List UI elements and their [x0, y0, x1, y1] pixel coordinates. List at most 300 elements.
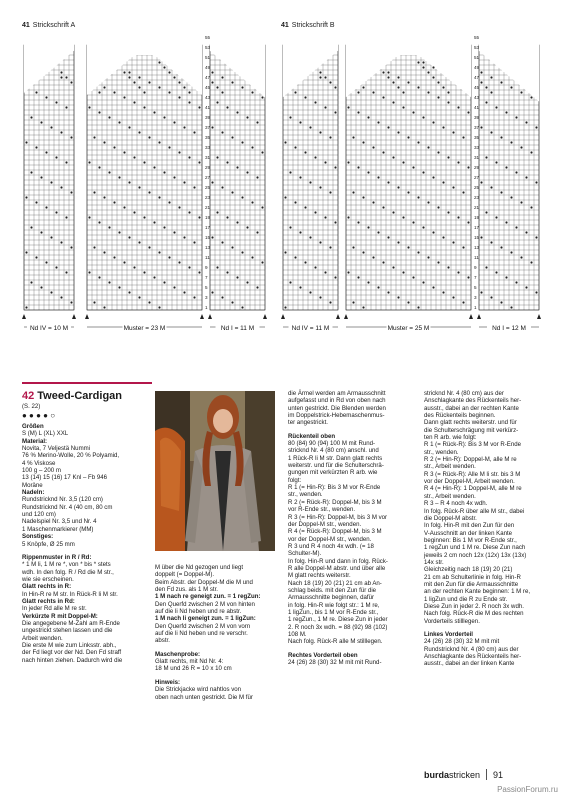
text-line: vor R-Ende str., wenden.: [288, 506, 356, 514]
text-line: stricknd Nr. 4 (80 cm) aus der: [424, 390, 504, 397]
text-line: In jeder Rd alle M re str.: [22, 605, 87, 613]
stitch-dot: [505, 276, 507, 278]
stitch-dot: [422, 281, 424, 283]
stitch-dot: [402, 91, 404, 93]
stitch-dot: [324, 216, 326, 218]
watermark: PassionForum.ru: [497, 785, 558, 794]
stitch-dot: [70, 301, 72, 303]
stitch-dot: [284, 306, 286, 308]
stitch-dot: [357, 91, 359, 93]
text-line: nach hinten ziehen. Dadurch wird die: [22, 656, 123, 664]
stitch-dot: [480, 236, 482, 238]
text-line: abstr.: [155, 637, 170, 645]
row-number: 23: [474, 195, 480, 200]
stitch-dot: [294, 201, 296, 203]
stitch-dot: [382, 261, 384, 263]
stitch-dot: [329, 191, 331, 193]
row-number: 25: [474, 185, 480, 190]
stitch-dot: [143, 106, 145, 108]
stitch-dot: [437, 206, 439, 208]
stitch-dot: [226, 161, 228, 163]
stitch-dot: [510, 196, 512, 198]
stitch-dot: [45, 151, 47, 153]
stitch-dot: [382, 151, 384, 153]
stitch-dot: [382, 96, 384, 98]
text-line: str., Arbeit wenden.: [424, 463, 476, 471]
stitch-dot: [417, 251, 419, 253]
text-line: str., Arbeit wenden.: [424, 492, 476, 500]
row-number: 31: [205, 155, 211, 160]
stitch-dot: [35, 91, 37, 93]
stitch-dot: [251, 256, 253, 258]
stitch-dot: [525, 286, 527, 288]
row-number: 13: [205, 245, 211, 250]
text-line: Rundstricknd Nr. 4 (40 cm, 80 cm: [22, 503, 113, 511]
page-footer: burdastricken 91: [424, 770, 504, 780]
row-number: 47: [205, 75, 211, 80]
stitch-dot: [226, 271, 228, 273]
stitch-dot: [216, 156, 218, 158]
stitch-dot: [329, 301, 331, 303]
stitch-dot: [251, 201, 253, 203]
stitch-dot: [261, 206, 263, 208]
stitch-dot: [422, 116, 424, 118]
stitch-dot: [397, 186, 399, 188]
stitch-dot: [347, 161, 349, 163]
stitch-dot: [231, 191, 233, 193]
stitch-dot: [520, 201, 522, 203]
stitch-dot: [437, 96, 439, 98]
stitch-dot: [530, 151, 532, 153]
stitch-dot: [103, 251, 105, 253]
arrow-head: [200, 314, 204, 319]
stitch-dot: [485, 211, 487, 213]
stitch-dot: [40, 231, 42, 233]
stitch-dot: [490, 91, 492, 93]
text-line: M über die Nd gezogen und liegt: [155, 564, 244, 571]
stitch-dot: [299, 231, 301, 233]
stitch-dot: [98, 221, 100, 223]
stitch-dot: [457, 106, 459, 108]
stitch-dot: [357, 111, 359, 113]
stitch-dot: [25, 196, 27, 198]
stitch-dot: [392, 101, 394, 103]
row-number: 11: [205, 255, 210, 260]
row-number: 23: [205, 195, 211, 200]
stitch-dot: [505, 111, 507, 113]
stitch-dot: [148, 301, 150, 303]
stitch-dot: [412, 221, 414, 223]
stitch-dot: [422, 66, 424, 68]
stitch-dot: [256, 176, 258, 178]
stitch-dot: [417, 86, 419, 88]
stitch-dot: [193, 131, 195, 133]
stitch-dot: [437, 81, 439, 83]
text-line: 21 cm ab Schulterlinie in folg. Hin-R: [424, 573, 521, 581]
row-number: 39: [474, 115, 480, 120]
text-line: Maschenprobe:: [155, 650, 201, 658]
text-line: In folg. Hin-R und dann in folg. Rück-: [288, 557, 388, 565]
stitch-dot: [30, 116, 32, 118]
text-line: 1 regZun und 1 M re. Diese Zun nach: [424, 544, 526, 552]
stitch-dot: [128, 236, 130, 238]
stitch-dot: [261, 261, 263, 263]
text-line: 24 (26) 28 (30) 32 M mit mit Rund-: [288, 659, 382, 667]
stitch-dot: [236, 221, 238, 223]
stitch-dot: [158, 251, 160, 253]
stitch-dot: [447, 91, 449, 93]
stitch-dot: [362, 251, 364, 253]
text-line: M glatt rechts weiterstr.: [288, 572, 351, 580]
stitch-dot: [510, 306, 512, 308]
stitch-dot: [480, 71, 482, 73]
stitch-dot: [70, 246, 72, 248]
stitch-dot: [422, 226, 424, 228]
stitch-dot: [183, 236, 185, 238]
stitch-dot: [88, 161, 90, 163]
stitch-dot: [50, 291, 52, 293]
stitch-dot: [397, 241, 399, 243]
stitch-dot: [153, 276, 155, 278]
stitch-dot: [530, 261, 532, 263]
stitch-dot: [314, 266, 316, 268]
row-number: 41: [205, 105, 211, 110]
stitch-dot: [173, 121, 175, 123]
stitch-dot: [427, 201, 429, 203]
stitch-dot: [241, 306, 243, 308]
stitch-dot: [153, 111, 155, 113]
text-line: Nach folg. Rück-R die M des rechten: [424, 610, 524, 618]
stitch-dot: [329, 81, 331, 83]
stitch-dot: [452, 241, 454, 243]
stitch-dot: [382, 71, 384, 73]
stitch-dot: [457, 161, 459, 163]
stitch-dot: [372, 256, 374, 258]
segment-frame: [87, 45, 202, 310]
stitch-dot: [392, 211, 394, 213]
stitch-dot: [123, 96, 125, 98]
stitch-dot: [251, 146, 253, 148]
stitch-dot: [387, 236, 389, 238]
stitch-dot: [387, 291, 389, 293]
text-line: Beim Abstr. der Doppel-M die M und: [155, 578, 253, 586]
stitch-dot: [352, 246, 354, 248]
stitch-dot: [510, 86, 512, 88]
stitch-dot: [211, 181, 213, 183]
stitch-dot: [304, 96, 306, 98]
stitch-dot: [402, 216, 404, 218]
stitch-dot: [65, 76, 67, 78]
stitch-dot: [362, 86, 364, 88]
row-number: 35: [205, 135, 211, 140]
stitch-dot: [427, 91, 429, 93]
stitch-dot: [530, 206, 532, 208]
text-line: wie sie erscheinen.: [22, 575, 74, 583]
stitch-dot: [334, 111, 336, 113]
stitch-dot: [198, 161, 200, 163]
stitch-dot: [452, 131, 454, 133]
stitch-dot: [226, 106, 228, 108]
stitch-dot: [535, 291, 537, 293]
stitch-dot: [118, 286, 120, 288]
stitch-dot: [221, 296, 223, 298]
stitch-dot: [158, 141, 160, 143]
stitch-dot: [495, 161, 497, 163]
stitch-dot: [70, 81, 72, 83]
stitch-dot: [442, 181, 444, 183]
arrow-head: [537, 314, 541, 319]
stitch-dot: [515, 116, 517, 118]
stitch-dot: [500, 246, 502, 248]
stitch-dot: [284, 141, 286, 143]
stitch-dot: [319, 296, 321, 298]
stitch-dot: [289, 171, 291, 173]
stitch-dot: [103, 306, 105, 308]
row-number: 5: [205, 285, 208, 290]
row-number: 3: [474, 295, 477, 300]
stitch-dot: [447, 156, 449, 158]
row-number: 19: [205, 215, 211, 220]
text-line: 80 (84) 90 (94) 100 M mit Rund-: [288, 440, 376, 448]
row-number: 29: [474, 165, 480, 170]
stitch-dot: [432, 286, 434, 288]
stitch-dot: [188, 91, 190, 93]
stitch-dot: [163, 281, 165, 283]
stitch-dot: [40, 176, 42, 178]
stitch-dot: [173, 176, 175, 178]
text-line: Sonstiges:: [22, 533, 54, 541]
stitch-dot: [309, 291, 311, 293]
text-line: folgt:: [288, 476, 302, 484]
text-line: die Doppel-M abstr.: [424, 514, 477, 522]
stitch-dot: [442, 86, 444, 88]
stitch-dot: [221, 131, 223, 133]
stitch-dot: [216, 266, 218, 268]
stitch-dot: [133, 101, 135, 103]
stitch-dot: [392, 81, 394, 83]
stitch-dot: [158, 86, 160, 88]
stitch-dot: [417, 61, 419, 63]
stitch-dot: [324, 106, 326, 108]
text-line: 24 (26) 28 (30) 32 M mit mit: [424, 638, 500, 646]
stitch-dot: [45, 206, 47, 208]
row-number: 15: [205, 235, 211, 240]
stitch-dot: [294, 256, 296, 258]
arrow-head: [72, 314, 76, 319]
stitch-dot: [70, 191, 72, 193]
text-line: 76 % Merino-Wolle, 20 % Polyamid,: [22, 452, 120, 460]
text-line: In folg. Hin-R mit den Zun für den: [424, 522, 515, 530]
stitch-dot: [133, 81, 135, 83]
text-line: und 120 cm): [22, 511, 56, 519]
stitch-dot: [108, 226, 110, 228]
stitch-dot: [211, 291, 213, 293]
stitch-dot: [402, 106, 404, 108]
stitch-dot: [231, 81, 233, 83]
stitch-dot: [284, 251, 286, 253]
stitch-dot: [216, 86, 218, 88]
text-line: 18 M und 26 R = 10 x 10 cm: [155, 665, 232, 673]
row-number: 19: [474, 215, 480, 220]
stitch-dot: [329, 246, 331, 248]
stitch-dot: [45, 96, 47, 98]
stitch-dot: [442, 236, 444, 238]
stitch-dot: [113, 91, 115, 93]
stitch-dot: [178, 151, 180, 153]
text-line: V-Ausschnitt an der linken Kante: [424, 529, 513, 537]
row-number: 53: [474, 45, 480, 50]
text-line: ten R arb. wie folgt:: [424, 434, 477, 442]
stitch-dot: [442, 126, 444, 128]
text-line: unten gestrickt. Die Blenden werden: [288, 404, 386, 412]
stitch-dot: [55, 266, 57, 268]
stitch-dot: [118, 231, 120, 233]
stitch-dot: [500, 81, 502, 83]
stitch-dot: [334, 221, 336, 223]
stitch-dot: [447, 211, 449, 213]
stitch-dot: [319, 186, 321, 188]
stitch-dot: [183, 126, 185, 128]
stitch-dot: [510, 141, 512, 143]
text-line: str., wenden.: [288, 491, 323, 499]
chart-grid: [24, 43, 265, 310]
stitch-dot: [432, 76, 434, 78]
stitch-dot: [289, 116, 291, 118]
row-number: 33: [205, 145, 211, 150]
stitch-dot: [447, 266, 449, 268]
stitch-dot: [495, 106, 497, 108]
text-line: R 4 (= Rück-R): Doppel-M, bis 3 M: [288, 528, 382, 536]
stitch-dot: [123, 206, 125, 208]
stitch-dot: [113, 256, 115, 258]
text-line: die Schulterschrägung mit verkürz-: [424, 426, 519, 434]
segment-label: Nd I = 11 M: [220, 325, 255, 332]
stitch-dot: [40, 286, 42, 288]
stitch-dot: [500, 136, 502, 138]
stitch-dot: [309, 236, 311, 238]
stitch-dot: [377, 286, 379, 288]
stitch-dot: [485, 86, 487, 88]
text-line: Rückenteil oben: [288, 432, 336, 440]
stitch-dot: [188, 101, 190, 103]
text-line: die Ärmel werden am Armausschnitt: [288, 390, 386, 397]
stitch-dot: [35, 146, 37, 148]
stitch-dot: [352, 301, 354, 303]
text-line: stricknd Nr. 4 (80 cm) anschl. und: [288, 447, 379, 455]
stitch-dot: [309, 126, 311, 128]
text-line: Rundstricknd Nr. 3,5 (120 cm): [22, 496, 103, 504]
arrow-head: [263, 314, 267, 319]
stitch-dot: [392, 156, 394, 158]
stitch-dot: [495, 271, 497, 273]
stitch-dot: [108, 281, 110, 283]
row-number: 21: [474, 205, 480, 210]
arrow-head: [344, 314, 348, 319]
stitch-dot: [50, 236, 52, 238]
stitch-dot: [495, 216, 497, 218]
text-line: Linkes Vorderteil: [424, 631, 473, 638]
stitch-dot: [500, 191, 502, 193]
stitch-dot: [173, 231, 175, 233]
text-line: 1 ligZun und die R zu Ende str.: [424, 595, 508, 603]
stitch-dot: [153, 166, 155, 168]
row-number: 5: [474, 285, 477, 290]
text-line: 108 M.: [288, 631, 307, 638]
stitch-dot: [93, 301, 95, 303]
row-number: 49: [474, 65, 480, 70]
text-line: Anschlagkante des Rückenteils her-: [424, 653, 522, 661]
section-rule: [22, 382, 152, 384]
text-line: R 1 (= Hin-R): Bis 3 M vor R-Ende: [288, 484, 381, 492]
text-line: Nadeln:: [22, 489, 45, 497]
stitch-dot: [188, 266, 190, 268]
stitch-dot: [231, 246, 233, 248]
row-number: 21: [205, 205, 211, 210]
stitch-dot: [40, 121, 42, 123]
stitch-dot: [304, 206, 306, 208]
stitch-dot: [211, 126, 213, 128]
stitch-dot: [241, 251, 243, 253]
text-line: 4 % Viskose: [22, 459, 56, 467]
stitch-dot: [221, 91, 223, 93]
stitch-dot: [377, 121, 379, 123]
text-line: R 3 und R 4 noch 4x wdh. (= 18: [288, 542, 374, 550]
row-number: 7: [205, 275, 208, 280]
text-line: R 3 – R 4 noch 4x wdh.: [424, 500, 488, 508]
arrow-head: [336, 314, 340, 319]
segment-label: Muster = 25 M: [387, 325, 430, 332]
row-number: 45: [205, 85, 211, 90]
stitch-dot: [65, 161, 67, 163]
stitch-dot: [133, 211, 135, 213]
text-column-2: [155, 564, 283, 701]
stitch-dot: [123, 261, 125, 263]
stitch-dot: [123, 71, 125, 73]
stitch-dot: [60, 76, 62, 78]
arrow-head: [469, 314, 473, 319]
stitch-dot: [377, 231, 379, 233]
row-number: 31: [474, 155, 480, 160]
page-number: 91: [493, 770, 504, 780]
stitch-dot: [128, 126, 130, 128]
stitch-dot: [462, 191, 464, 193]
text-line: Nadelspiel Nr. 3,5 und Nr. 4: [22, 518, 97, 526]
stitch-dot: [98, 111, 100, 113]
stitch-dot: [55, 101, 57, 103]
stitch-dot: [50, 126, 52, 128]
segment-frame: [346, 45, 471, 310]
row-number: 9: [474, 265, 477, 270]
stitch-dot: [382, 206, 384, 208]
stitch-dot: [417, 196, 419, 198]
text-line: Material:: [22, 437, 48, 445]
stitch-dot: [387, 76, 389, 78]
stitch-dot: [261, 151, 263, 153]
stitch-dot: [505, 221, 507, 223]
stitch-dot: [113, 201, 115, 203]
text-line: beginnen: Bis 1 M vor R-Ende str.,: [424, 536, 517, 544]
text-line: vor der Doppel-M, Arbeit wenden.: [424, 478, 515, 486]
stitch-dot: [334, 166, 336, 168]
text-line: R alle Doppel-M abstr. und über alle: [288, 564, 386, 572]
stitch-dot: [211, 236, 213, 238]
stitch-dot: [289, 226, 291, 228]
text-line: 1 M nach re geneigt zun. = 1 regZun:: [155, 593, 261, 601]
stitch-dot: [387, 181, 389, 183]
row-number: 11: [474, 255, 479, 260]
stitch-dot: [60, 71, 62, 73]
text-line: Novita, 7 Veljestä Nummi: [22, 445, 91, 453]
